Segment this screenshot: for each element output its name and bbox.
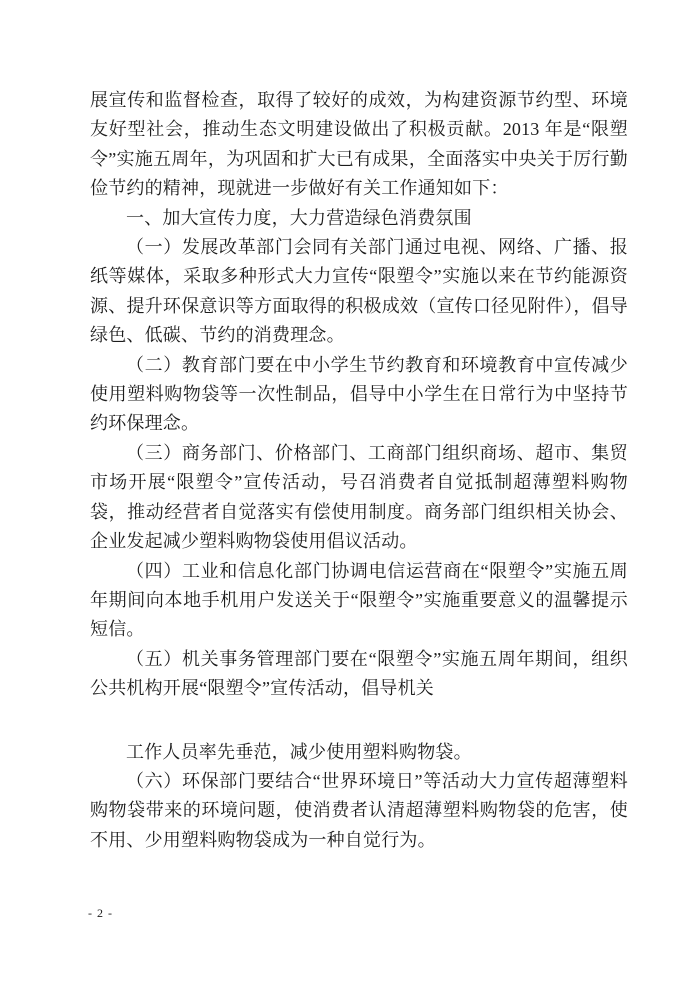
page-number: - 2 - xyxy=(88,906,113,920)
paragraph-continuation: 展宣传和监督检查，取得了较好的成效，为构建资源节约型、环境友好型社会，推动生态文明建设做出了积极贡献。2013 年是“限塑令”实施五周年，为巩固和扩大已有成果，全面落实中央关于厉行勤俭节约的精神，现就进一步做好有关工作通知如下： xyxy=(90,90,628,199)
section-one-heading: 一、加大宣传力度，大力营造绿色消费氛围 xyxy=(126,207,472,228)
item-paragraph-1: （一）发展改革部门会同有关部门通过电视、网络、广播、报纸等媒体，采取多种形式大力宣传“限塑令”实施以来在节约能源资源、提升环保意识等方面取得的积极成效（宣传口径见附件），倡导绿色、低碳、节约的消费理念。 xyxy=(90,237,628,346)
item-paragraph-6: （六）环保部门要结合“世界环境日”等活动大力宣传超薄塑料购物袋带来的环境问题，使消费者认清超薄塑料购物袋的危害，使不用、少用塑料购物袋成为一种自觉行为。 xyxy=(90,770,628,850)
item-paragraph-5-continuation: 工作人员率先垂范，减少使用塑料购物袋。 xyxy=(126,741,472,762)
item-paragraph-3: （三）商务部门、价格部门、工商部门组织商场、超市、集贸市场开展“限塑令”宣传活动，号召消费者自觉抵制超薄塑料购物袋，推动经营者自觉落实有偿使用制度。商务部门组织相关协会、企业发起减少塑料购物袋使用倡议活动。 xyxy=(90,442,628,552)
item-paragraph-5: （五）机关事务管理部门要在“限塑令”实施五周年期间，组织公共机构开展“限塑令”宣传活动，倡导机关 xyxy=(90,648,628,699)
document-body xyxy=(90,86,628,855)
item-paragraph-4: （四）工业和信息化部门协调电信运营商在“限塑令”实施五周年期间向本地手机用户发送关于“限塑令”实施重要意义的温馨提示短信。 xyxy=(90,560,628,640)
item-paragraph-2: （二）教育部门要在中小学生节约教育和环境教育中宣传减少使用塑料购物袋等一次性制品，倡导中小学生在日常行为中坚持节约环保理念。 xyxy=(90,354,628,434)
